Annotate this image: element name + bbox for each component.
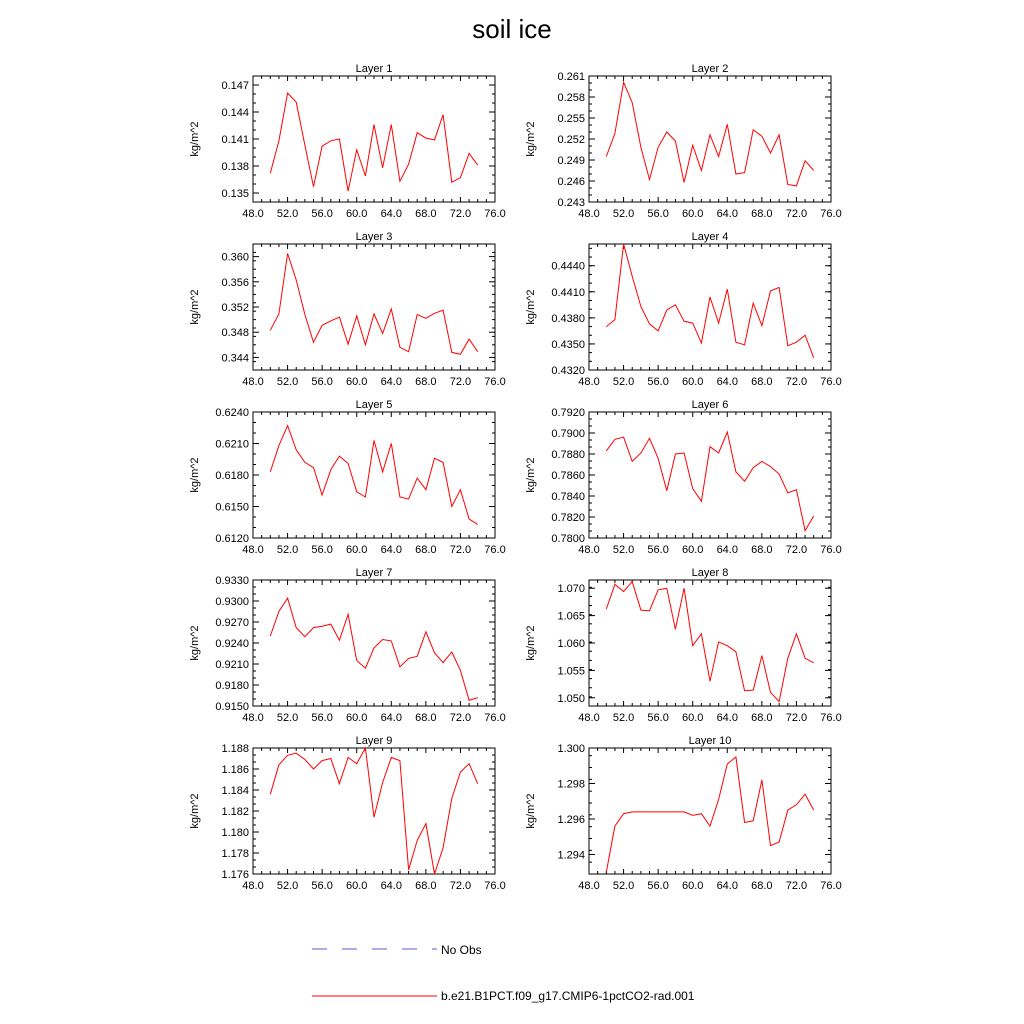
panel-title: Layer 6	[691, 399, 729, 411]
figure-title: soil ice	[472, 14, 552, 44]
y-tick-label: 1.294	[557, 849, 585, 862]
x-tick-label: 72.0	[449, 208, 472, 220]
x-tick-label: 56.0	[311, 208, 333, 220]
y-tick-label: 0.9300	[215, 596, 249, 608]
x-tick-label: 64.0	[380, 712, 402, 724]
chart-panel-4	[525, 231, 842, 388]
y-tick-label: 1.050	[557, 692, 585, 705]
y-tick-label: 1.300	[557, 743, 585, 755]
y-tick-label: 1.296	[557, 813, 585, 826]
x-tick-label: 52.0	[612, 880, 635, 892]
series-line-1	[606, 82, 813, 186]
y-tick-label: 1.184	[221, 785, 249, 797]
x-tick-label: 52.0	[612, 208, 635, 220]
x-tick-label: 48.0	[578, 880, 600, 892]
chart-panel-1	[189, 63, 506, 220]
x-tick-label: 64.0	[380, 880, 402, 892]
y-tick-label: 0.147	[221, 80, 249, 92]
x-tick-label: 68.0	[751, 208, 773, 220]
x-tick-label: 60.0	[682, 880, 704, 892]
panel-title: Layer 3	[355, 231, 393, 243]
x-tick-label: 72.0	[449, 376, 472, 388]
y-tick-label: 1.186	[221, 764, 249, 776]
panel-title: Layer 7	[355, 567, 393, 579]
y-axis-label: kg/m^2	[189, 457, 201, 493]
series-line-1	[606, 244, 813, 358]
x-tick-label: 48.0	[578, 712, 600, 724]
x-tick-label: 68.0	[415, 712, 437, 724]
series-line-1	[606, 432, 813, 531]
x-tick-label: 76.0	[820, 880, 842, 892]
x-tick-label: 52.0	[612, 376, 635, 388]
y-tick-label: 0.4440	[551, 260, 585, 273]
y-tick-label: 0.6210	[215, 438, 249, 451]
x-tick-label: 72.0	[449, 880, 472, 892]
x-tick-label: 60.0	[346, 712, 368, 724]
x-tick-label: 64.0	[380, 544, 402, 556]
y-tick-label: 0.7900	[551, 428, 585, 440]
y-tick-label: 0.7920	[551, 407, 585, 419]
x-tick-label: 48.0	[578, 544, 600, 556]
x-tick-label: 48.0	[242, 208, 264, 220]
x-tick-label: 76.0	[484, 544, 506, 556]
x-tick-label: 56.0	[311, 712, 333, 724]
x-tick-label: 68.0	[415, 208, 437, 220]
series-line-1	[270, 254, 477, 355]
y-tick-label: 0.246	[557, 176, 585, 188]
y-tick-label: 0.9180	[215, 680, 249, 692]
x-tick-label: 48.0	[242, 880, 264, 892]
y-tick-label: 0.252	[557, 134, 585, 146]
x-tick-label: 64.0	[380, 376, 402, 388]
x-tick-label: 64.0	[380, 208, 402, 220]
chart-panel-10	[525, 735, 842, 892]
y-tick-label: 0.6120	[215, 533, 249, 545]
x-tick-label: 68.0	[415, 880, 437, 892]
plot-frame	[589, 580, 831, 706]
y-tick-label: 0.9240	[215, 638, 249, 650]
y-tick-label: 0.4350	[551, 338, 585, 351]
x-tick-label: 68.0	[751, 712, 773, 724]
x-tick-label: 52.0	[612, 712, 635, 724]
chart-panel-9	[189, 735, 506, 892]
y-tick-label: 0.4410	[551, 286, 585, 299]
plot-frame	[253, 748, 495, 874]
x-tick-label: 56.0	[647, 208, 669, 220]
y-tick-label: 0.135	[221, 188, 249, 200]
x-tick-label: 76.0	[820, 544, 842, 556]
plot-frame	[589, 76, 831, 202]
y-tick-label: 1.060	[557, 638, 585, 650]
x-tick-label: 60.0	[346, 544, 368, 556]
y-tick-label: 0.7880	[551, 449, 585, 461]
x-tick-label: 76.0	[484, 208, 506, 220]
y-tick-label: 0.6240	[215, 407, 249, 419]
legend-label-no-obs: No Obs	[441, 943, 482, 957]
y-tick-label: 0.9330	[215, 575, 249, 587]
chart-panel-6	[525, 399, 842, 556]
x-tick-label: 68.0	[415, 376, 437, 388]
x-tick-label: 56.0	[647, 544, 669, 556]
y-tick-label: 0.7840	[551, 491, 585, 503]
x-tick-label: 76.0	[820, 376, 842, 388]
x-tick-label: 60.0	[346, 376, 368, 388]
x-tick-label: 76.0	[484, 880, 506, 892]
y-tick-label: 1.182	[221, 806, 249, 818]
x-tick-label: 76.0	[484, 712, 506, 724]
x-tick-label: 72.0	[449, 544, 472, 556]
x-tick-label: 76.0	[484, 376, 506, 388]
y-axis-label: kg/m^2	[189, 793, 201, 829]
x-tick-label: 56.0	[311, 376, 333, 388]
y-tick-label: 0.255	[557, 113, 585, 125]
chart-panel-2	[525, 63, 842, 220]
legend	[312, 943, 695, 1003]
x-tick-label: 64.0	[716, 544, 738, 556]
x-tick-label: 60.0	[346, 208, 368, 220]
x-tick-label: 64.0	[716, 880, 738, 892]
y-axis-label: kg/m^2	[189, 625, 201, 661]
x-tick-label: 68.0	[751, 544, 773, 556]
x-tick-label: 68.0	[415, 544, 437, 556]
x-tick-label: 52.0	[276, 880, 299, 892]
y-tick-label: 0.356	[221, 276, 249, 289]
x-tick-label: 48.0	[242, 544, 264, 556]
y-tick-label: 0.7860	[551, 470, 585, 482]
panel-title: Layer 10	[688, 735, 732, 747]
chart-panel-3	[189, 231, 506, 388]
panel-title: Layer 5	[355, 399, 393, 411]
x-tick-label: 56.0	[311, 544, 333, 556]
chart-panel-7	[189, 567, 506, 724]
y-tick-label: 0.258	[557, 92, 585, 104]
y-tick-label: 1.065	[557, 610, 585, 623]
x-tick-label: 72.0	[785, 376, 808, 388]
x-tick-label: 60.0	[346, 880, 368, 892]
y-tick-label: 0.360	[221, 251, 249, 264]
y-tick-label: 0.249	[557, 155, 585, 167]
x-tick-label: 56.0	[647, 880, 669, 892]
x-tick-label: 52.0	[276, 208, 299, 220]
y-tick-label: 0.4320	[551, 365, 585, 377]
plot-frame	[589, 412, 831, 538]
x-tick-label: 60.0	[682, 208, 704, 220]
y-tick-label: 0.9210	[215, 659, 249, 671]
x-tick-label: 60.0	[682, 712, 704, 724]
panel-title: Layer 8	[691, 567, 729, 579]
x-tick-label: 48.0	[242, 376, 264, 388]
plot-frame	[253, 580, 495, 706]
y-tick-label: 0.7820	[551, 512, 585, 524]
series-line-1	[270, 426, 477, 525]
x-tick-label: 72.0	[785, 544, 808, 556]
y-tick-label: 0.348	[221, 327, 249, 340]
x-tick-label: 52.0	[276, 544, 299, 556]
series-line-1	[606, 582, 813, 702]
y-tick-label: 0.6180	[215, 470, 249, 482]
plot-frame	[253, 244, 495, 370]
panel-title: Layer 1	[355, 63, 393, 75]
x-tick-label: 76.0	[820, 208, 842, 220]
x-tick-label: 56.0	[647, 712, 669, 724]
x-tick-label: 72.0	[785, 880, 808, 892]
y-tick-label: 0.144	[221, 107, 249, 119]
panel-title: Layer 2	[691, 63, 729, 75]
y-tick-label: 1.070	[557, 583, 585, 596]
y-axis-label: kg/m^2	[189, 289, 201, 325]
chart-panel-8	[525, 567, 842, 724]
x-tick-label: 76.0	[820, 712, 842, 724]
x-tick-label: 60.0	[682, 544, 704, 556]
x-tick-label: 72.0	[449, 712, 472, 724]
plot-frame	[589, 244, 831, 370]
y-tick-label: 0.261	[557, 71, 585, 83]
y-axis-label: kg/m^2	[189, 121, 201, 157]
x-tick-label: 64.0	[716, 376, 738, 388]
y-tick-label: 1.298	[557, 778, 585, 791]
x-tick-label: 48.0	[242, 712, 264, 724]
x-tick-label: 48.0	[578, 208, 600, 220]
x-tick-label: 52.0	[276, 376, 299, 388]
x-tick-label: 52.0	[276, 712, 299, 724]
series-line-1	[270, 748, 477, 874]
chart-panel-5	[189, 399, 506, 556]
y-axis-label: kg/m^2	[525, 625, 537, 661]
y-tick-label: 0.9270	[215, 617, 249, 629]
x-tick-label: 60.0	[682, 376, 704, 388]
y-axis-label: kg/m^2	[525, 289, 537, 325]
x-tick-label: 56.0	[311, 880, 333, 892]
y-tick-label: 0.6150	[215, 501, 249, 514]
x-tick-label: 56.0	[647, 376, 669, 388]
panel-title: Layer 9	[355, 735, 393, 747]
y-tick-label: 0.4380	[551, 312, 585, 325]
plot-frame	[589, 748, 831, 874]
y-tick-label: 0.138	[221, 161, 249, 173]
panel-title: Layer 4	[691, 231, 729, 243]
y-tick-label: 1.188	[221, 743, 249, 755]
y-tick-label: 0.141	[221, 134, 249, 146]
y-tick-label: 1.055	[557, 665, 585, 678]
x-tick-label: 68.0	[751, 880, 773, 892]
y-tick-label: 0.9150	[215, 701, 249, 713]
x-tick-label: 64.0	[716, 712, 738, 724]
series-line-1	[270, 598, 477, 700]
series-line-1	[606, 757, 813, 872]
y-tick-label: 1.178	[221, 848, 249, 860]
y-tick-label: 0.344	[221, 352, 249, 365]
x-tick-label: 72.0	[785, 208, 808, 220]
series-line-1	[270, 93, 477, 191]
y-tick-label: 1.176	[221, 869, 249, 881]
x-tick-label: 64.0	[716, 208, 738, 220]
y-tick-label: 0.243	[557, 197, 585, 209]
x-tick-label: 68.0	[751, 376, 773, 388]
y-axis-label: kg/m^2	[525, 121, 537, 157]
y-tick-label: 1.180	[221, 827, 249, 839]
x-tick-label: 72.0	[785, 712, 808, 724]
x-tick-label: 48.0	[578, 376, 600, 388]
y-tick-label: 0.7800	[551, 533, 585, 545]
y-axis-label: kg/m^2	[525, 457, 537, 493]
y-axis-label: kg/m^2	[525, 793, 537, 829]
y-tick-label: 0.352	[221, 302, 249, 314]
x-tick-label: 52.0	[612, 544, 635, 556]
legend-label-model: b.e21.B1PCT.f09_g17.CMIP6-1pctCO2-rad.001	[441, 989, 695, 1003]
